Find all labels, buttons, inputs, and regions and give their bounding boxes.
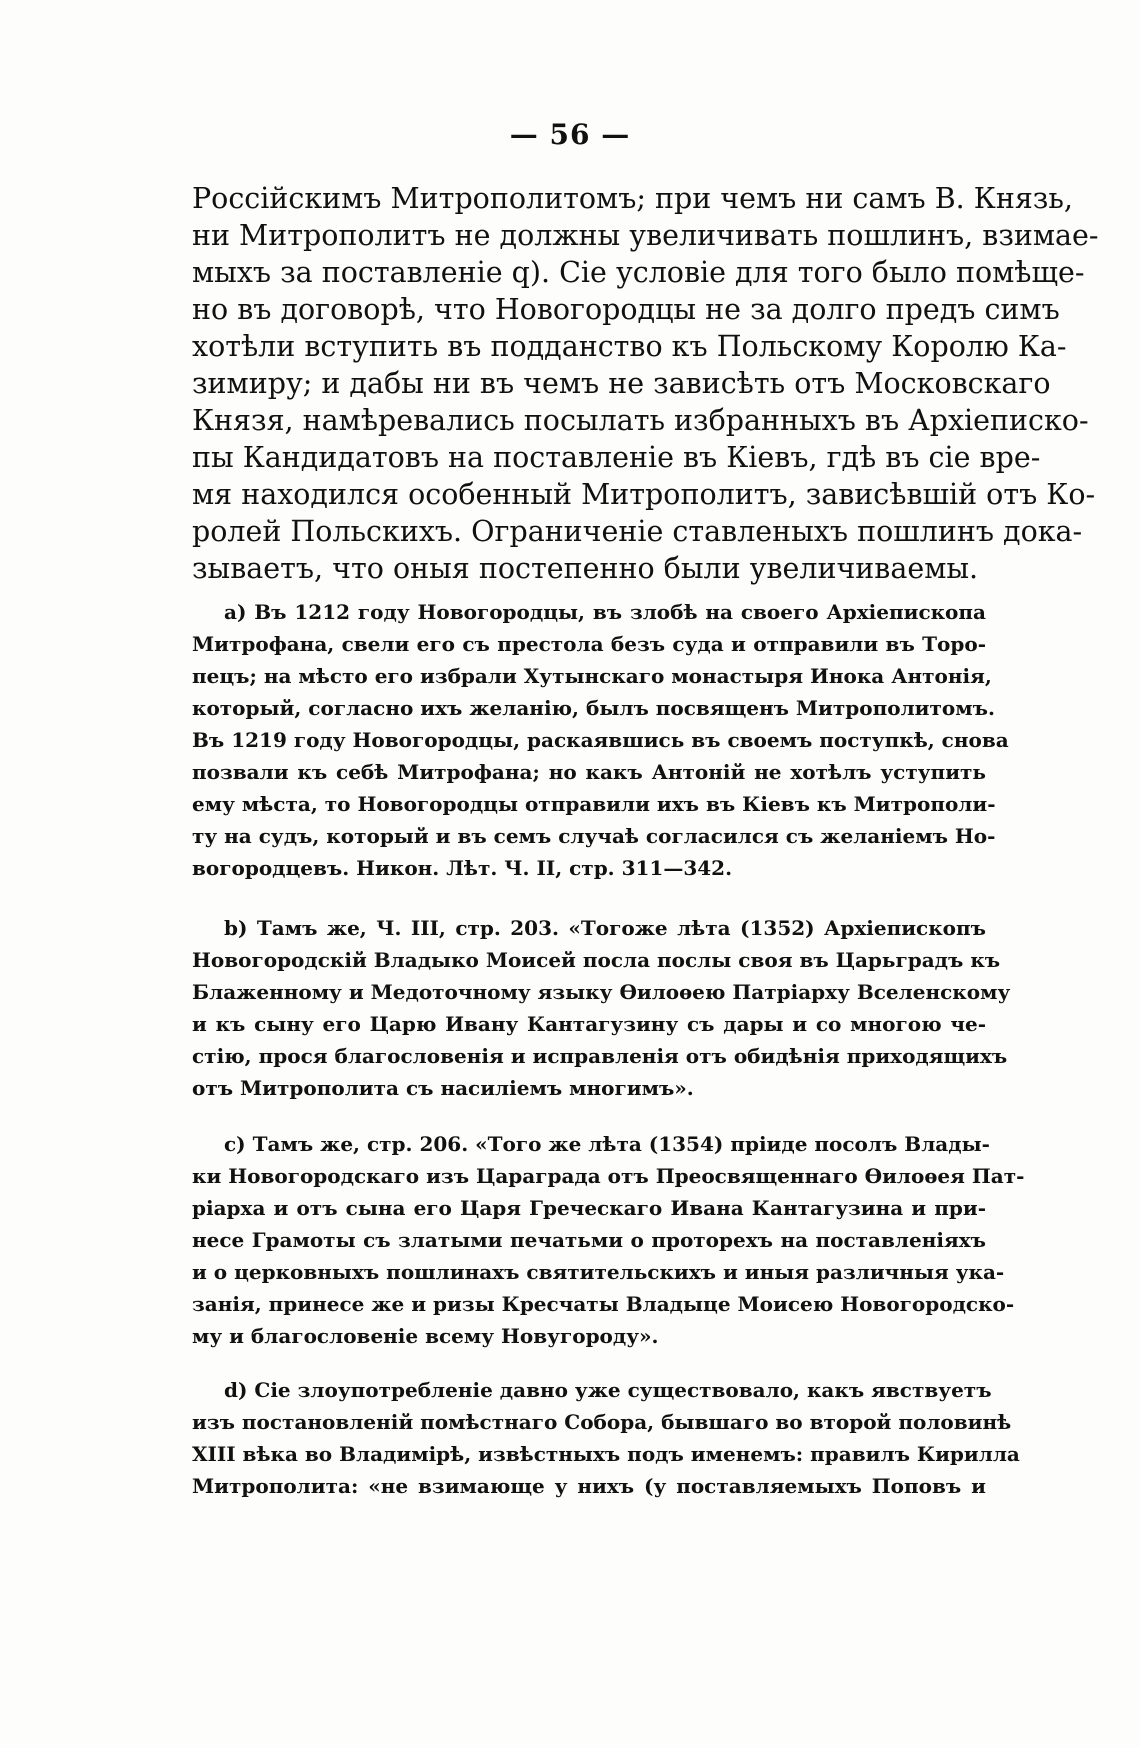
footnote-line: стію, прося благословенія и исправленія отъ обидѣнія приходящихъ <box>192 1044 1008 1068</box>
footnote-line: Новогородскій Владыко Моисей посла послы своя въ Царьградъ къ <box>192 948 1001 972</box>
main-text-line: мыхъ за поставленіе q). Сіе условіе для того было помѣще- <box>192 256 1085 289</box>
footnote-line: ріарха и отъ сына его Царя Греческаго Ивана Кантагузина и при- <box>192 1196 986 1220</box>
footnote-line: a) Въ 1212 году Новогородцы, въ злобѣ на своего Архіепископа <box>224 600 986 624</box>
main-text-line: мя находился особенный Митрополитъ, зависѣвшій отъ Ко- <box>192 478 1096 511</box>
footnote-c <box>192 1128 1025 1352</box>
footnote-line: XIII вѣка во Владимірѣ, извѣстныхъ подъ именемъ: правилъ Кирилла <box>192 1442 1020 1466</box>
footnote-line: c) Тамъ же, стр. 206. «Того же лѣта (1354) пріиде посолъ Влады- <box>224 1132 990 1156</box>
footnote-line: пецъ; на мѣсто его избрали Хутынскаго монастыря Инока Антонія, <box>192 664 992 688</box>
footnote-line: позвали къ себѣ Митрофана; но какъ Антоній не хотѣлъ уступить <box>192 760 986 784</box>
main-text-line: зываетъ, что оныя постепенно были увеличиваемы. <box>192 552 979 585</box>
main-text-line: пы Кандидатовъ на поставленіе въ Кіевъ, гдѣ въ сіе вре- <box>192 441 1041 474</box>
footnote-line: Митрополита: «не взимающе у нихъ (у поставляемыхъ Поповъ и <box>192 1474 986 1498</box>
main-text-line: но въ договорѣ, что Новогородцы не за долго предъ симъ <box>192 293 1060 326</box>
footnote-d <box>192 1374 1020 1502</box>
footnote-line: занія, принесе же и ризы Кресчаты Владыце Моисею Новогородско- <box>192 1292 1015 1316</box>
footnote-line: несе Грамоты съ златыми печатьми о проторехъ на поставленіяхъ <box>192 1228 986 1252</box>
main-text-line: зимиру; и дабы ни въ чемъ не зависѣть отъ Московскаго <box>192 367 1051 400</box>
main-text-line: Россійскимъ Митрополитомъ; при чемъ ни самъ В. Князь, <box>192 182 1073 215</box>
main-text-line: ни Митрополитъ не должны увеличивать пошлинъ, взимае- <box>192 219 1099 252</box>
footnote-line: ту на судъ, который и въ семъ случаѣ согласился съ желаніемъ Но- <box>192 824 996 848</box>
footnote-line: Въ 1219 году Новогородцы, раскаявшись въ своемъ поступкѣ, снова <box>192 728 1009 752</box>
main-text-block <box>192 180 1099 587</box>
footnote-line: Блаженному и Медоточному языку Ѳилоѳею Патріарху Вселенскому <box>192 980 1011 1004</box>
main-text-line: хотѣли вступить въ подданство къ Польскому Королю Ка- <box>192 330 1067 363</box>
main-text-line: Князя, намѣревались посылать избранныхъ въ Архіеписко- <box>192 404 1089 437</box>
footnote-line: ему мѣста, то Новогородцы отправили ихъ въ Кіевъ къ Митрополи- <box>192 792 996 816</box>
footnote-line: b) Тамъ же, Ч. III, стр. 203. «Тогоже лѣта (1352) Архіепископъ <box>224 916 986 940</box>
main-text-line: ролей Польскихъ. Ограниченіе ставленыхъ пошлинъ дока- <box>192 515 1083 548</box>
footnote-line: и къ сыну его Царю Ивану Кантагузину съ дары и со многою че- <box>192 1012 986 1036</box>
footnote-line: му и благословеніе всему Новугороду». <box>192 1324 659 1348</box>
footnote-line: отъ Митрополита съ насиліемъ многимъ». <box>192 1076 694 1100</box>
page-number: — 56 — <box>509 118 631 151</box>
footnote-line: изъ постановленій помѣстнаго Собора, бывшаго во второй половинѣ <box>192 1410 1012 1434</box>
footnote-line: вогородцевъ. Никон. Лѣт. Ч. II, стр. 311—342. <box>192 856 733 880</box>
footnote-line: и о церковныхъ пошлинахъ святительскихъ и иныя различныя ука- <box>192 1260 1005 1284</box>
footnote-line: ки Новогородскаго изъ Цараграда отъ Преосвященнаго Ѳилоѳея Пат- <box>192 1164 1025 1188</box>
footnote-a <box>192 596 1009 884</box>
footnote-line: d) Сіе злоупотребленіе давно уже существовало, какъ явствуетъ <box>224 1378 992 1402</box>
footnote-b <box>192 912 1011 1104</box>
footnote-line: который, согласно ихъ желанію, былъ посвященъ Митрополитомъ. <box>192 696 995 720</box>
footnote-line: Митрофана, свели его съ престола безъ суда и отправили въ Торо- <box>192 632 986 656</box>
